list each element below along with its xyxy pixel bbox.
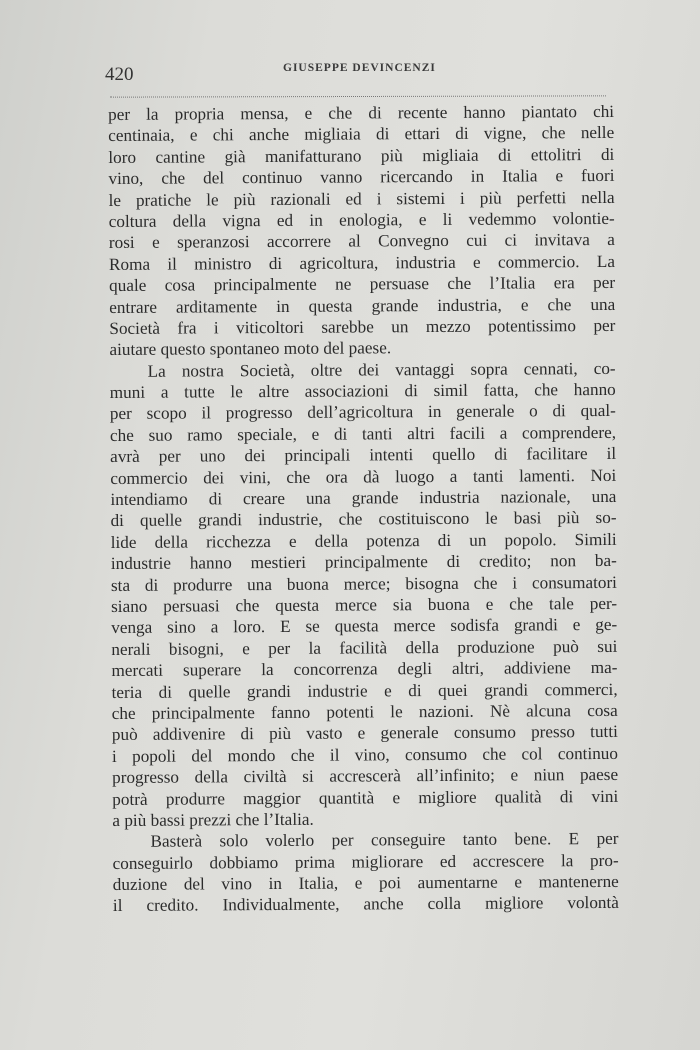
text-line: intendiamo di creare una grande industria nazionale, una [110, 486, 617, 510]
paragraph [108, 101, 616, 361]
text-line: per scopo il progresso dell’agricoltura in generale o di qual- [109, 401, 616, 424]
text-line: venga sino a loro. E se questa merce sodisfa grandi e ge- [111, 615, 618, 638]
text-line: duzione del vino in Italia, e poi aumentarne e mantenerne [112, 871, 619, 895]
text-line: lide della ricchezza e della potenza di un popolo. Simili [110, 529, 617, 552]
text-line: a più bassi prezzi che l’Italia. [112, 809, 314, 830]
text-line: le pratiche le più razionali ed i sistemi i più perfetti nella [108, 187, 615, 210]
text-line: Roma il ministro di agricoltura, industria e commercio. La [108, 251, 616, 274]
paragraph [112, 828, 619, 917]
body-text [108, 101, 619, 917]
text-line: La nostra Società, oltre dei vantaggi sopra cennati, co- [147, 358, 616, 381]
text-line: nerali bisogni, e per la facilità della produzione può sui [111, 636, 618, 659]
text-line: rosi e speranzosi accorrere al Convegno cui ci invitava a [108, 230, 615, 253]
text-line: mercati superare la concorrenza degli altri, addiviene ma- [111, 658, 618, 681]
page-number: 420 [105, 64, 134, 85]
text-line: muni a tutte le altre associazioni di simil fatta, che hanno [109, 379, 616, 403]
text-line: conseguirlo dobbiamo prima migliorare ed accrescere la pro- [112, 850, 619, 873]
text-line: di quelle grandi industrie, che costituiscono le basi più so- [110, 508, 617, 531]
text-line: quale cosa principalmente ne persuase che l’Italia era per [109, 273, 616, 296]
text-line: può addivenire di più vasto e generale consumo presso tutti [111, 722, 618, 745]
text-line: potrà produrre maggior quantità e migliore qualità di vini [112, 786, 619, 809]
text-line: avrà per uno dei principali intenti quello di facilitare il [110, 444, 617, 467]
text-line: entrare arditamente in questa grande industria, e che una [109, 294, 616, 317]
paragraph [110, 358, 619, 832]
text-line: Basterà solo volerlo per conseguire tanto bene. E per [150, 829, 619, 852]
text-line: commercio dei vini, che ora dà luogo a tanti lamenti. Noi [110, 465, 617, 488]
text-line: teria di quelle grandi industrie e di quei grandi commerci, [111, 679, 618, 702]
text-line: vino, che del continuo vanno ricercando in Italia e fuori [108, 166, 615, 189]
text-line: che principalmente fanno potenti le nazioni. Nè alcuna cosa [111, 700, 618, 723]
text-line: siano persuasi che questa merce sia buona e che tale per- [111, 593, 618, 616]
header-rule [110, 95, 606, 97]
text-line: che suo ramo speciale, e di tanti altri facili a comprendere, [109, 422, 617, 445]
text-line: per la propria mensa, e che di recente hanno piantato chi [108, 101, 615, 124]
text-line: sta di produrre una buona merce; bisogna che i consumatori [110, 572, 617, 595]
text-line: loro cantine già manifatturano più migliaia di ettolitri di [108, 144, 615, 167]
text-line: il credito. Individualmente, anche colla migliore volontà [112, 893, 619, 916]
text-line: coltura della vigna ed in enologia, e li vedemmo volontie- [108, 208, 615, 231]
text-line: i popoli del mondo che il vino, consumo che col continuo [111, 743, 619, 766]
text-line: aiutare questo spontaneo moto del paese. [109, 338, 392, 360]
text-line: Società fra i viticoltori sarebbe un mezzo potentissimo per [109, 315, 616, 338]
text-line: centinaia, e chi anche migliaia di ettari di vigne, che nelle [108, 123, 615, 146]
running-title: GIUSEPPE DEVINCENZI [283, 62, 436, 74]
text-line: industrie hanno mestieri principalmente di credito; non ba- [110, 551, 617, 574]
text-line: progresso della civiltà si accrescerà all’infinito; e niun paese [112, 765, 619, 788]
